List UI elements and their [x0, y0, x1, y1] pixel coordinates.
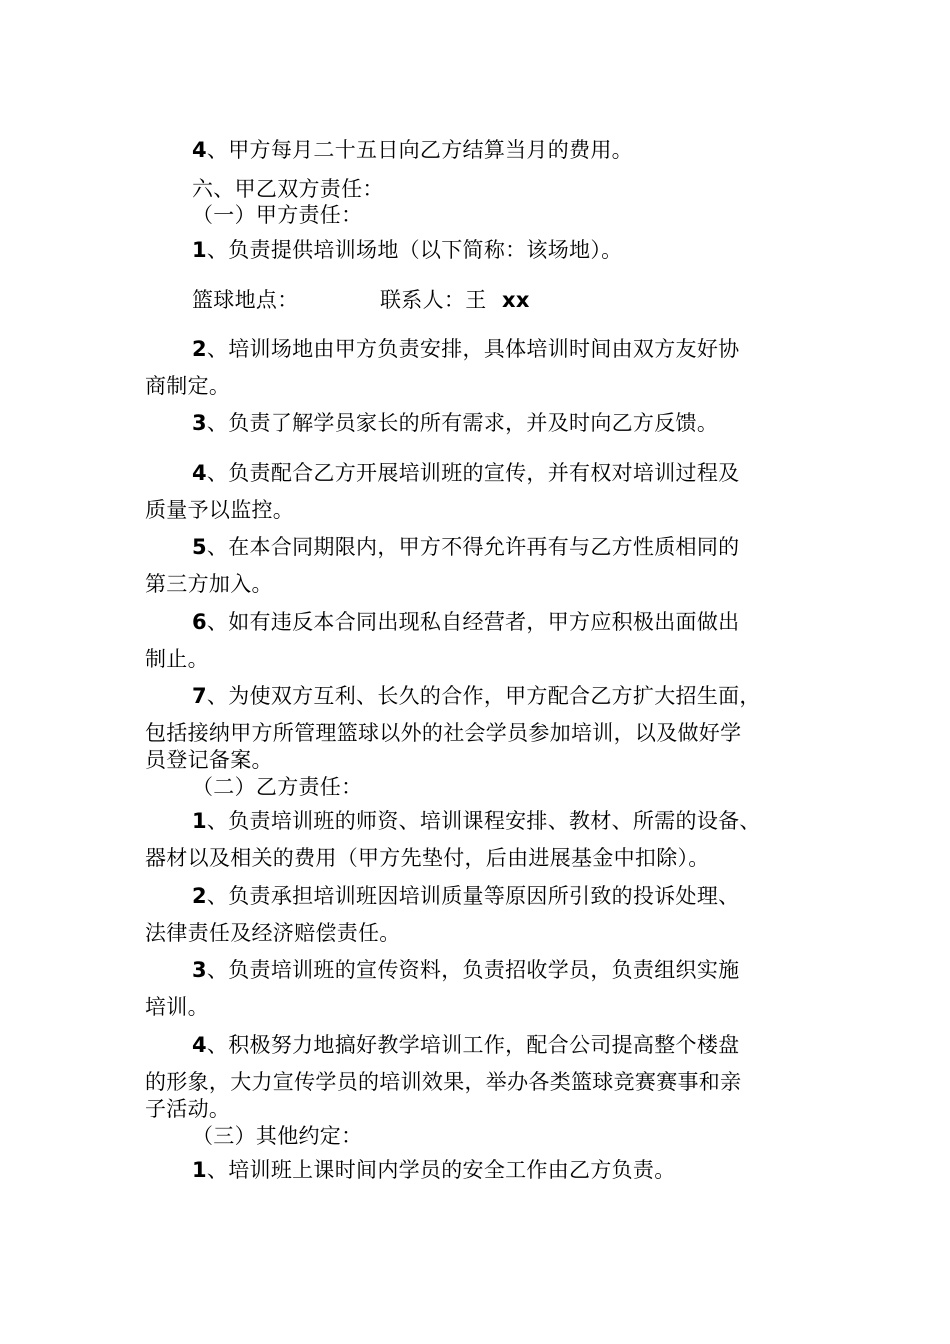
venue-contact-line: [192, 286, 892, 314]
clause-item: 2、负责承担培训班因培训质量等原因所引致的投诉处理、: [192, 884, 740, 908]
clause-item: 7、为使双方互利、长久的合作，甲方配合乙方扩大招生面，: [192, 684, 761, 708]
clause-item: 6、如有违反本合同出现私自经营者，甲方应积极出面做出: [192, 610, 740, 634]
clause-continuation: 员登记备案。: [145, 748, 273, 772]
section-heading: 六、甲乙双方责任：: [192, 177, 384, 201]
clause-item: 3、负责培训班的宣传资料，负责招收学员，负责组织实施: [192, 958, 740, 982]
venue-label: 篮球地点：: [192, 288, 299, 312]
clause-continuation: 法律责任及经济赔偿责任。: [145, 921, 401, 945]
clause-continuation: 质量予以监控。: [145, 498, 295, 522]
clause-continuation: 制止。: [145, 647, 209, 671]
clause-item: 5、在本合同期限内，甲方不得允许再有与乙方性质相同的: [192, 535, 740, 559]
payment-clause: 4、甲方每月二十五日向乙方结算当月的费用。: [192, 138, 633, 162]
subsection-heading: （三）其他约定：: [192, 1124, 363, 1148]
clause-continuation: 培训。: [145, 995, 209, 1019]
clause-item: 2、培训场地由甲方负责安排，具体培训时间由双方友好协: [192, 337, 740, 361]
subsection-heading: （二）乙方责任：: [192, 775, 363, 799]
clause-continuation: 子活动。: [145, 1097, 231, 1121]
clause-item: 4、负责配合乙方开展培训班的宣传，并有权对培训过程及: [192, 461, 740, 485]
subsection-heading: （一）甲方责任：: [192, 203, 363, 227]
clause-continuation: 的形象，大力宣传学员的培训效果，举办各类篮球竞赛赛事和亲: [145, 1070, 742, 1094]
contact-label: 联系人：王: [380, 288, 487, 312]
contact-name: xx: [502, 288, 530, 312]
clause-continuation: 第三方加入。: [145, 572, 273, 596]
clause-item: 1、负责培训班的师资、培训课程安排、教材、所需的设备、: [192, 809, 761, 833]
clause-continuation: 器材以及相关的费用（甲方先垫付，后由进展基金中扣除）。: [145, 846, 710, 870]
clause-continuation: 包括接纳甲方所管理篮球以外的社会学员参加培训，以及做好学: [145, 721, 742, 745]
clause-item: 1、培训班上课时间内学员的安全工作由乙方负责。: [192, 1158, 676, 1182]
clause-item: 1、负责提供培训场地（以下简称：该场地）。: [192, 238, 623, 262]
clause-item: 4、积极努力地搞好教学培训工作，配合公司提高整个楼盘: [192, 1033, 740, 1057]
clause-continuation: 商制定。: [145, 374, 231, 398]
clause-item: 3、负责了解学员家长的所有需求，并及时向乙方反馈。: [192, 411, 719, 435]
